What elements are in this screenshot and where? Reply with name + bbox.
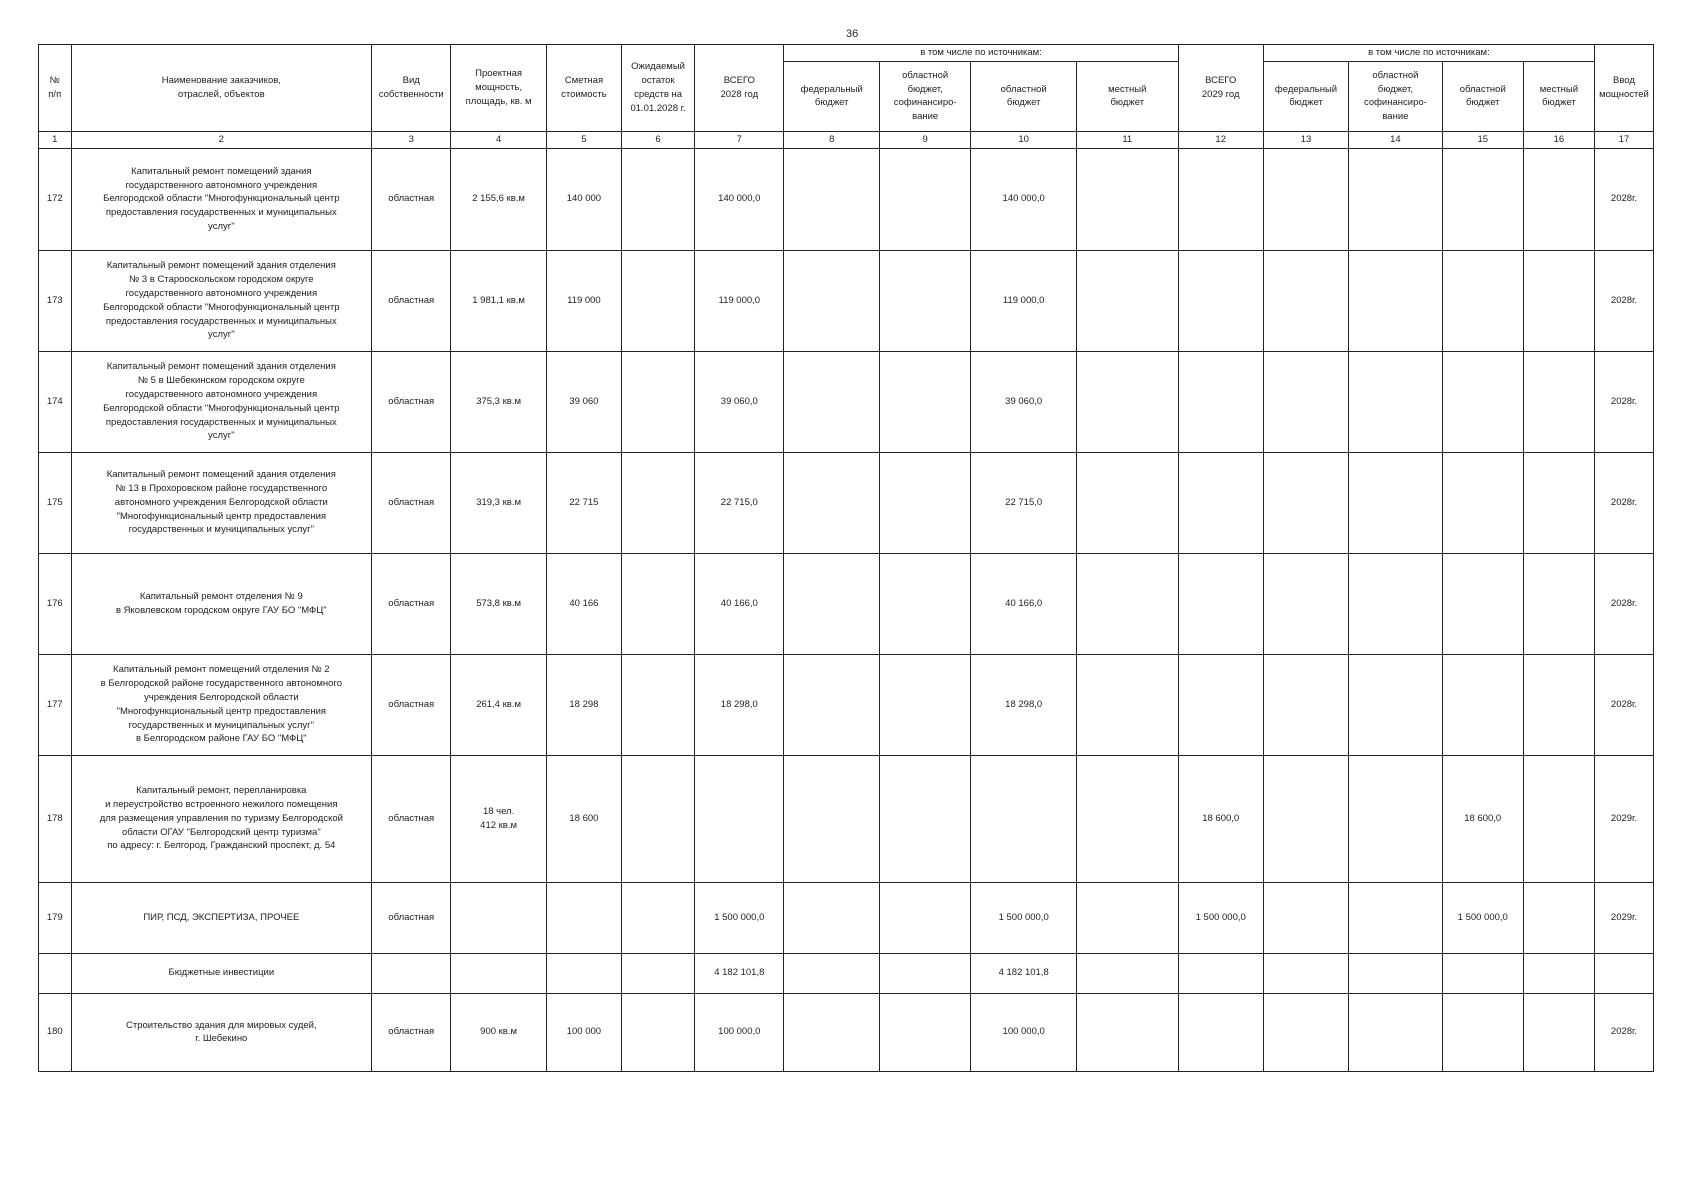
header-regional-1: областной бюджет	[971, 61, 1077, 131]
table-row	[39, 755, 1654, 882]
regional-2028: 40 166,0	[971, 553, 1077, 654]
regional-cofin-2029	[1349, 993, 1442, 1071]
regional-cofin-2028	[879, 452, 970, 553]
column-numbers-row	[39, 131, 1654, 148]
row-number: 172	[39, 148, 72, 250]
commissioning-year: 2029г.	[1594, 882, 1653, 953]
subtotal-empty-cell	[1594, 953, 1653, 993]
subtotal-empty-cell	[784, 953, 879, 993]
total-2029	[1178, 452, 1263, 553]
object-name: Капитальный ремонт помещений здания отделения № 5 в Шебекинском городском округе государственного автономного учреждения Белгородской области "Многофункциональный центр предоставления государственных и муниципальных услуг"	[71, 351, 372, 452]
row-number: 173	[39, 250, 72, 351]
estimate: 18 298	[546, 654, 621, 755]
federal-2028	[784, 882, 879, 953]
regional-cofin-2029	[1349, 351, 1442, 452]
column-number-12: 12	[1178, 131, 1263, 148]
federal-2029	[1263, 250, 1348, 351]
expected-balance	[621, 755, 694, 882]
regional-2029: 18 600,0	[1442, 755, 1523, 882]
table-row	[39, 250, 1654, 351]
total-2029	[1178, 250, 1263, 351]
header-sources-1: в том числе по источникам:	[784, 45, 1178, 62]
expected-balance	[621, 351, 694, 452]
page-number: 36	[846, 28, 859, 40]
column-number-15: 15	[1442, 131, 1523, 148]
commissioning-year: 2029г.	[1594, 755, 1653, 882]
subtotal-empty-cell	[1523, 953, 1594, 993]
regional-cofin-2028	[879, 553, 970, 654]
ownership: областная	[372, 654, 451, 755]
total-2028: 40 166,0	[695, 553, 784, 654]
regional-cofin-2028	[879, 351, 970, 452]
subtotal-label: Бюджетные инвестиции	[71, 953, 372, 993]
estimate: 119 000	[546, 250, 621, 351]
capacity: 319,3 кв.м	[451, 452, 546, 553]
commissioning-year: 2028г.	[1594, 993, 1653, 1071]
estimate: 100 000	[546, 993, 621, 1071]
ownership: областная	[372, 452, 451, 553]
subtotal-regional-2028: 4 182 101,8	[971, 953, 1077, 993]
commissioning-year: 2028г.	[1594, 452, 1653, 553]
local-2029	[1523, 993, 1594, 1071]
local-2028	[1076, 882, 1178, 953]
table-row	[39, 553, 1654, 654]
federal-2029	[1263, 351, 1348, 452]
regional-2029	[1442, 654, 1523, 755]
regional-2028: 119 000,0	[971, 250, 1077, 351]
local-2029	[1523, 452, 1594, 553]
estimate: 140 000	[546, 148, 621, 250]
table-row	[39, 148, 1654, 250]
column-number-16: 16	[1523, 131, 1594, 148]
regional-2029	[1442, 452, 1523, 553]
header-federal-2: федеральный бюджет	[1263, 61, 1348, 131]
total-2029	[1178, 351, 1263, 452]
column-number-11: 11	[1076, 131, 1178, 148]
regional-cofin-2028	[879, 993, 970, 1071]
regional-cofin-2029	[1349, 452, 1442, 553]
federal-2029	[1263, 882, 1348, 953]
total-2028: 1 500 000,0	[695, 882, 784, 953]
federal-2029	[1263, 452, 1348, 553]
ownership: областная	[372, 250, 451, 351]
table-row	[39, 351, 1654, 452]
regional-cofin-2029	[1349, 654, 1442, 755]
header-commissioning: Ввод мощностей	[1594, 45, 1653, 132]
local-2029	[1523, 553, 1594, 654]
table-row	[39, 654, 1654, 755]
total-2028: 39 060,0	[695, 351, 784, 452]
header-local-1: местный бюджет	[1076, 61, 1178, 131]
estimate	[546, 882, 621, 953]
column-number-7: 7	[695, 131, 784, 148]
total-2029	[1178, 654, 1263, 755]
row-number: 175	[39, 452, 72, 553]
regional-2028: 39 060,0	[971, 351, 1077, 452]
total-2029	[1178, 553, 1263, 654]
regional-2029	[1442, 148, 1523, 250]
regional-2028: 140 000,0	[971, 148, 1077, 250]
subtotal-total-2028: 4 182 101,8	[695, 953, 784, 993]
column-number-3: 3	[372, 131, 451, 148]
table-row	[39, 452, 1654, 553]
capacity: 261,4 кв.м	[451, 654, 546, 755]
header-name: Наименование заказчиков, отраслей, объектов	[71, 45, 372, 132]
local-2028	[1076, 654, 1178, 755]
total-2028: 18 298,0	[695, 654, 784, 755]
commissioning-year: 2028г.	[1594, 654, 1653, 755]
local-2028	[1076, 250, 1178, 351]
header-regional-cofin-2: областной бюджет, софинансиро- вание	[1349, 61, 1442, 131]
capacity: 573,8 кв.м	[451, 553, 546, 654]
subtotal-empty-cell	[1442, 953, 1523, 993]
expected-balance	[621, 250, 694, 351]
subtotal-empty-cell	[1349, 953, 1442, 993]
federal-2029	[1263, 993, 1348, 1071]
regional-2029	[1442, 993, 1523, 1071]
regional-cofin-2028	[879, 250, 970, 351]
regional-cofin-2028	[879, 654, 970, 755]
table-row	[39, 882, 1654, 953]
local-2029	[1523, 755, 1594, 882]
total-2029: 1 500 000,0	[1178, 882, 1263, 953]
header-estimate: Сметная стоимость	[546, 45, 621, 132]
subtotal-row	[39, 953, 1654, 993]
commissioning-year: 2028г.	[1594, 351, 1653, 452]
regional-2029	[1442, 351, 1523, 452]
header-ownership: Вид собственности	[372, 45, 451, 132]
column-number-17: 17	[1594, 131, 1653, 148]
table-row	[39, 993, 1654, 1071]
column-number-13: 13	[1263, 131, 1348, 148]
federal-2029	[1263, 148, 1348, 250]
capacity	[451, 882, 546, 953]
regional-2029	[1442, 250, 1523, 351]
local-2029	[1523, 148, 1594, 250]
total-2028: 119 000,0	[695, 250, 784, 351]
capacity: 375,3 кв.м	[451, 351, 546, 452]
subtotal-empty-cell	[451, 953, 546, 993]
subtotal-empty-cell	[546, 953, 621, 993]
ownership: областная	[372, 351, 451, 452]
federal-2028	[784, 250, 879, 351]
federal-2029	[1263, 654, 1348, 755]
ownership: областная	[372, 755, 451, 882]
header-num: № п/п	[39, 45, 72, 132]
header-expected: Ожидаемый остаток средств на 01.01.2028 г.	[621, 45, 694, 132]
expected-balance	[621, 452, 694, 553]
column-number-10: 10	[971, 131, 1077, 148]
regional-2029: 1 500 000,0	[1442, 882, 1523, 953]
local-2028	[1076, 755, 1178, 882]
header-local-2: местный бюджет	[1523, 61, 1594, 131]
budget-table	[38, 44, 1654, 1072]
column-number-6: 6	[621, 131, 694, 148]
header-regional-cofin-1: областной бюджет, софинансиро- вание	[879, 61, 970, 131]
row-number: 174	[39, 351, 72, 452]
column-number-9: 9	[879, 131, 970, 148]
federal-2029	[1263, 755, 1348, 882]
ownership: областная	[372, 553, 451, 654]
total-2029	[1178, 993, 1263, 1071]
local-2028	[1076, 993, 1178, 1071]
expected-balance	[621, 553, 694, 654]
federal-2028	[784, 654, 879, 755]
regional-cofin-2028	[879, 755, 970, 882]
regional-2028: 1 500 000,0	[971, 882, 1077, 953]
federal-2028	[784, 452, 879, 553]
local-2029	[1523, 351, 1594, 452]
header-capacity: Проектная мощность, площадь, кв. м	[451, 45, 546, 132]
header-total-2028: ВСЕГО 2028 год	[695, 45, 784, 132]
object-name: Строительство здания для мировых судей, г. Шебекино	[71, 993, 372, 1071]
total-2029: 18 600,0	[1178, 755, 1263, 882]
expected-balance	[621, 993, 694, 1071]
estimate: 39 060	[546, 351, 621, 452]
object-name: Капитальный ремонт, перепланировка и переустройство встроенного нежилого помещения для размещения управления по туризму Белгородской области ОГАУ "Белгородский центр туризма" по адресу: г. Белгород, Гражданский проспект, д. 54	[71, 755, 372, 882]
object-name: Капитальный ремонт отделения № 9 в Яковлевском городском округе ГАУ БО "МФЦ"	[71, 553, 372, 654]
regional-2028	[971, 755, 1077, 882]
local-2029	[1523, 882, 1594, 953]
ownership: областная	[372, 993, 451, 1071]
object-name: Капитальный ремонт помещений отделения № 2 в Белгородской районе государственного автономного учреждения Белгородской области "Многофункциональный центр предоставления государственных и муниципальных услуг" в Белгородском районе ГАУ БО "МФЦ"	[71, 654, 372, 755]
row-number: 178	[39, 755, 72, 882]
subtotal-empty-cell	[372, 953, 451, 993]
commissioning-year: 2028г.	[1594, 250, 1653, 351]
estimate: 22 715	[546, 452, 621, 553]
ownership: областная	[372, 148, 451, 250]
capacity: 18 чел. 412 кв.м	[451, 755, 546, 882]
expected-balance	[621, 654, 694, 755]
local-2028	[1076, 351, 1178, 452]
federal-2028	[784, 755, 879, 882]
regional-cofin-2028	[879, 882, 970, 953]
column-number-5: 5	[546, 131, 621, 148]
local-2028	[1076, 452, 1178, 553]
header-total-2029: ВСЕГО 2029 год	[1178, 45, 1263, 132]
header-federal-1: федеральный бюджет	[784, 61, 879, 131]
federal-2028	[784, 148, 879, 250]
row-number: 176	[39, 553, 72, 654]
column-number-1: 1	[39, 131, 72, 148]
local-2029	[1523, 250, 1594, 351]
total-2028: 100 000,0	[695, 993, 784, 1071]
subtotal-empty-cell	[39, 953, 72, 993]
row-number: 179	[39, 882, 72, 953]
regional-2028: 22 715,0	[971, 452, 1077, 553]
federal-2028	[784, 993, 879, 1071]
local-2029	[1523, 654, 1594, 755]
regional-2029	[1442, 553, 1523, 654]
regional-cofin-2029	[1349, 882, 1442, 953]
ownership: областная	[372, 882, 451, 953]
capacity: 900 кв.м	[451, 993, 546, 1071]
local-2028	[1076, 553, 1178, 654]
regional-cofin-2029	[1349, 755, 1442, 882]
capacity: 2 155,6 кв.м	[451, 148, 546, 250]
local-2028	[1076, 148, 1178, 250]
capacity: 1 981,1 кв.м	[451, 250, 546, 351]
regional-cofin-2029	[1349, 553, 1442, 654]
header-regional-2: областной бюджет	[1442, 61, 1523, 131]
total-2029	[1178, 148, 1263, 250]
subtotal-empty-cell	[621, 953, 694, 993]
object-name: Капитальный ремонт помещений здания отделения № 3 в Старооскольском городском округе государственного автономного учреждения Белгородской области "Многофункциональный центр предоставления государственных и муниципальных услуг"	[71, 250, 372, 351]
federal-2029	[1263, 553, 1348, 654]
total-2028	[695, 755, 784, 882]
object-name: Капитальный ремонт помещений здания государственного автономного учреждения Белгородской области "Многофункциональный центр предоставления государственных и муниципальных услуг"	[71, 148, 372, 250]
row-number: 180	[39, 993, 72, 1071]
column-number-14: 14	[1349, 131, 1442, 148]
column-number-8: 8	[784, 131, 879, 148]
regional-2028: 100 000,0	[971, 993, 1077, 1071]
federal-2028	[784, 351, 879, 452]
column-number-2: 2	[71, 131, 372, 148]
regional-cofin-2029	[1349, 148, 1442, 250]
column-number-4: 4	[451, 131, 546, 148]
expected-balance	[621, 148, 694, 250]
commissioning-year: 2028г.	[1594, 553, 1653, 654]
total-2028: 140 000,0	[695, 148, 784, 250]
subtotal-empty-cell	[879, 953, 970, 993]
subtotal-empty-cell	[1263, 953, 1348, 993]
object-name: ПИР, ПСД, ЭКСПЕРТИЗА, ПРОЧЕЕ	[71, 882, 372, 953]
regional-cofin-2028	[879, 148, 970, 250]
object-name: Капитальный ремонт помещений здания отделения № 13 в Прохоровском районе государственного автономного учреждения Белгородской области "Многофункциональный центр предоставления государственных и муниципальных услуг"	[71, 452, 372, 553]
estimate: 40 166	[546, 553, 621, 654]
commissioning-year: 2028г.	[1594, 148, 1653, 250]
subtotal-empty-cell	[1076, 953, 1178, 993]
federal-2028	[784, 553, 879, 654]
estimate: 18 600	[546, 755, 621, 882]
regional-cofin-2029	[1349, 250, 1442, 351]
subtotal-empty-cell	[1178, 953, 1263, 993]
regional-2028: 18 298,0	[971, 654, 1077, 755]
header-sources-2: в том числе по источникам:	[1263, 45, 1594, 62]
expected-balance	[621, 882, 694, 953]
total-2028: 22 715,0	[695, 452, 784, 553]
row-number: 177	[39, 654, 72, 755]
